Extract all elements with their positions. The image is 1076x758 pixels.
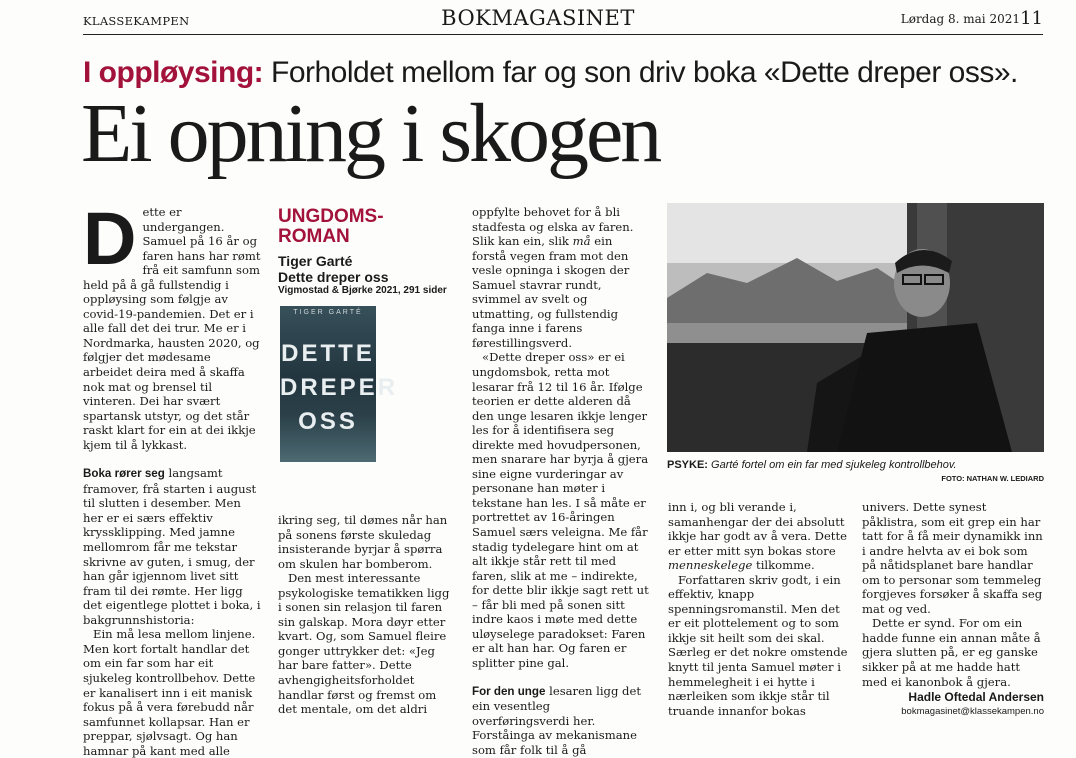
paragraph: For den unge lesaren ligg det ein vesentleg overføringsverdi her. Forståinga av mekanismane som får folk til å gå	[472, 683, 641, 757]
book-factbox	[278, 207, 458, 296]
genre-label: UNGDOMS-ROMAN	[278, 206, 384, 247]
opening-paragraph: Dette er undergangen. Samuel på 16 år og faren hans har rømt frå eit samfunn som held på å gå fullstendig i oppløysing som følgje av covid-19-pandemien. Det er i alle fall det dei trur. Me er i Nordmarka, hausten 2020, og følgjer det mødesame arbeidet deira med å skaffa nok mat og brensel til vinteren. Dei har svært spartansk utstyr, og det står raskt klart for ein at dei ikkje kjem til å lykkast.	[83, 197, 261, 452]
kicker	[83, 56, 1018, 90]
paragraph: Boka rører seg langsamt framover, frå starten i august til slutten i desember. Men her er ei særs effektiv kryssklipping. Med jamne mellomrom får me tekstar skrivne av guten, i smug, der han går igjennom livet sitt fram til dei rømte. Her ligg det eigentlege plottet i boka, i bakgrunnshistoria:	[83, 466, 261, 627]
paragraph: «Dette dreper oss» er ei ungdomsbok, retta mot lesarar frå 12 til 16 år. Ifølge teorien er dette alderen då den unge lesaren ikkje lenger les for å identifisera seg direkte med hovudpersonen, men snarare har byrja å gjera sine eigne vurderingar av personane han møter i tekstane han les. I så måte er portrettet av 16-åringen Samuel særs veleigna. Me får stadig tydelegare hint om at alt ikkje står rett til med faren, slik at me – indirekte, for dette blir ikkje sagt rett ut – får bli med på sonen sitt indre kaos i møte med dette uløyselege paradokset: Faren er alt han har. Og faren er splitter pine gal.	[472, 350, 649, 670]
book-author: Tiger Garté	[278, 253, 353, 269]
author-email[interactable]: bokmagasinet@klassekampen.no	[901, 705, 1044, 717]
article-column-5	[862, 500, 1044, 719]
kicker-label: I oppløysing:	[83, 56, 264, 89]
book-publisher: Vigmostad & Bjørke 2021, 291 sider	[278, 285, 447, 296]
book-cover-image	[280, 306, 399, 462]
byline: Hadle Oftedal Andersen	[908, 690, 1044, 705]
photo-illustration	[667, 203, 1044, 452]
drop-cap: D	[83, 197, 137, 280]
book-title: Dette dreper oss	[278, 269, 389, 285]
paragraph: oppfylte behovet for å bli stadfesta og elska av faren. Slik kan ein, slik må ein forstå vegen fram mot den vesle opninga i skogen der Samuel stavrar rundt, svimmel av svelt og utmatting, og fullstendig fanga inne i farens førestillingsverd.	[472, 205, 634, 350]
article-column-3	[472, 205, 650, 757]
photo-credit: FOTO: NATHAN W. LEDIARD	[941, 474, 1044, 483]
cover-title-line: OSS	[298, 408, 358, 435]
article-column-1	[83, 197, 261, 758]
paragraph: Ein må lesa mellom linjene. Men kort fortalt handlar det om ein far som har eit sjukeleg kontrollbehov. Dette er kanalisert inn i eit manisk fokus på å vera førebudd når samfunnet kollapsar. Han er preppar, sjølvsagt. Og han hamnar på kant med alle	[83, 627, 256, 758]
section-title: BOKMAGASINET	[441, 6, 635, 30]
paragraph: inn i, og bli verande i, samanhengar der dei absolutt ikkje har godt av å vera. Dette er etter mitt syn bokas store menneskelege tilkomme.	[668, 500, 847, 573]
cover-author: TIGER GARTÉ	[293, 309, 363, 316]
subhead-lead: Boka rører seg	[83, 467, 165, 481]
masthead-rule	[83, 34, 1043, 35]
caption-lead: PSYKE:	[667, 459, 708, 471]
headline: Ei opning i skogen	[81, 87, 660, 180]
photo-caption: PSYKE: Garté fortel om ein far med sjukeleg kontrollbehov.	[667, 459, 957, 471]
page-number: 11	[1020, 8, 1043, 29]
issue-date: Lørdag 8. mai 2021	[900, 12, 1020, 26]
paragraph: univers. Dette synest påklistra, som eit grep ein har tatt for å få meir dynamikk inn i andre helvta av ei bok som på nåtidsplanet bare handlar om to personar som temmeleg forgjeves forsøker å skaffa seg mat og ved.	[862, 500, 1043, 616]
paragraph: ikring seg, til dømes når han på sonens første skuledag insisterande byrjar å spørra om skulen har bomberom.	[278, 513, 448, 571]
paragraph: Forfattaren skriv godt, i ein effektiv, knapp spenningsromanstil. Men det er eit plottelement og to som ikkje sit heilt som dei skal. Særleg er det nokre omstende knytt til jenta Samuel møter i hemmelegheit i ei hytte i nærleiken som ikkje står til truande innanfor bokas	[668, 572, 848, 718]
kicker-text: Forholdet mellom far og son driv boka «Dette dreper oss».	[271, 56, 1018, 89]
article-column-4	[668, 500, 848, 718]
article-column-2	[278, 513, 456, 717]
paragraph: Dette er synd. For om ein hadde funne ein annan måte å gjera slutten på, er eg ganske sikker på at me hadde hatt med ei kanonbok å gjera.	[862, 616, 1041, 689]
author-photo	[667, 203, 1044, 452]
paragraph: Den mest interessante psykologiske tematikken ligg i sonen sin relasjon til faren sin galskap. Mora døyr etter kvart. Og, som Samuel fleire gonger uttrykker det: «Jeg har bare fatter». Dette avhengigheitsforholdet handlar først og fremst om det mentale, om det aldri	[278, 571, 450, 717]
cover-title-line: DREPER	[280, 374, 399, 401]
paper-name: KLASSEKAMPEN	[83, 14, 190, 28]
subhead-lead: For den unge	[472, 684, 546, 698]
cover-title-line: DETTE	[281, 340, 375, 367]
